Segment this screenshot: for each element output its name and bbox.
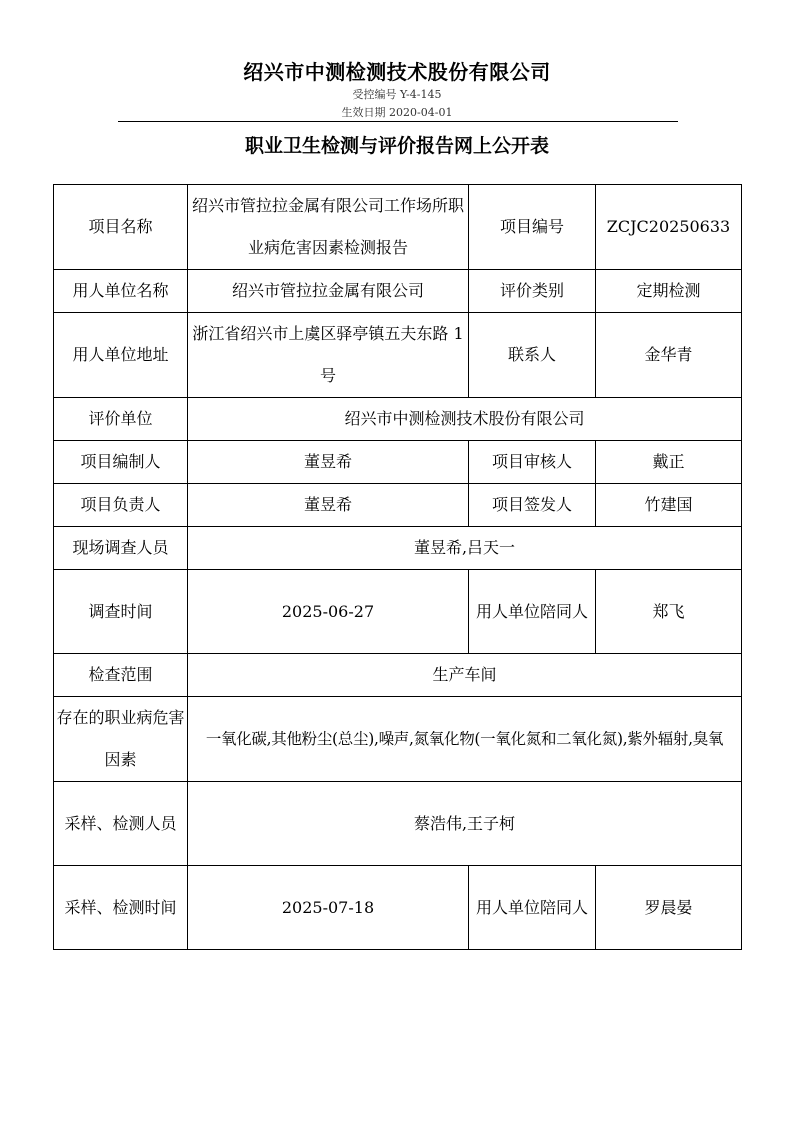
header-divider	[118, 121, 678, 122]
table-row	[54, 270, 742, 313]
document-title: 职业卫生检测与评价报告网上公开表	[244, 135, 549, 157]
project-name-value: 绍兴市管拉拉金属有限公司工作场所职业病危害因素检测报告	[188, 185, 469, 270]
eval-type-label: 评价类别	[469, 270, 596, 313]
control-number: 受控编号 Y-4-145	[352, 88, 442, 101]
table-row	[54, 866, 742, 950]
surveyors-label: 现场调查人员	[54, 527, 188, 570]
table-row	[54, 570, 742, 654]
sampling-escort-value: 罗晨晏	[596, 866, 742, 950]
employer-value: 绍兴市管拉拉金属有限公司	[188, 270, 469, 313]
samplers-value: 蔡浩伟,王子柯	[188, 782, 742, 866]
compiler-label: 项目编制人	[54, 441, 188, 484]
scope-value: 生产车间	[188, 654, 742, 697]
sampling-escort-label: 用人单位陪同人	[469, 866, 596, 950]
eval-unit-value: 绍兴市中测检测技术股份有限公司	[188, 398, 742, 441]
address-label: 用人单位地址	[54, 313, 188, 398]
address-value: 浙江省绍兴市上虞区驿亭镇五夫东路 1 号	[188, 313, 469, 398]
leader-value: 董昱希	[188, 484, 469, 527]
effective-date: 生效日期 2020-04-01	[341, 106, 453, 119]
eval-type-value: 定期检测	[596, 270, 742, 313]
company-name: 绍兴市中测检测技术股份有限公司	[243, 60, 551, 84]
reviewer-label: 项目审核人	[469, 441, 596, 484]
reviewer-value: 戴正	[596, 441, 742, 484]
contact-value: 金华青	[596, 313, 742, 398]
hazards-label: 存在的职业病危害因素	[54, 697, 188, 782]
compiler-value: 董昱希	[188, 441, 469, 484]
table-row	[54, 697, 742, 782]
project-no-value: ZCJC20250633	[596, 185, 742, 270]
project-no-label: 项目编号	[469, 185, 596, 270]
issuer-label: 项目签发人	[469, 484, 596, 527]
survey-escort-value: 郑飞	[596, 570, 742, 654]
scope-label: 检查范围	[54, 654, 188, 697]
samplers-label: 采样、检测人员	[54, 782, 188, 866]
disclosure-table	[53, 184, 742, 950]
survey-time-label: 调查时间	[54, 570, 188, 654]
table-row	[54, 782, 742, 866]
survey-time-value: 2025-06-27	[188, 570, 469, 654]
issuer-value: 竹建国	[596, 484, 742, 527]
hazards-value: 一氧化碳,其他粉尘(总尘),噪声,氮氧化物(一氧化氮和二氧化氮),紫外辐射,臭氧	[188, 697, 742, 782]
contact-label: 联系人	[469, 313, 596, 398]
employer-label: 用人单位名称	[54, 270, 188, 313]
table-row	[54, 441, 742, 484]
sampling-time-value: 2025-07-18	[188, 866, 469, 950]
eval-unit-label: 评价单位	[54, 398, 188, 441]
table-row	[54, 313, 742, 398]
survey-escort-label: 用人单位陪同人	[469, 570, 596, 654]
table-row	[54, 527, 742, 570]
table-row	[54, 654, 742, 697]
sampling-time-label: 采样、检测时间	[54, 866, 188, 950]
table-row	[54, 398, 742, 441]
leader-label: 项目负责人	[54, 484, 188, 527]
table-row	[54, 185, 742, 270]
project-name-label: 项目名称	[54, 185, 188, 270]
table-row	[54, 484, 742, 527]
surveyors-value: 董昱希,吕天一	[188, 527, 742, 570]
